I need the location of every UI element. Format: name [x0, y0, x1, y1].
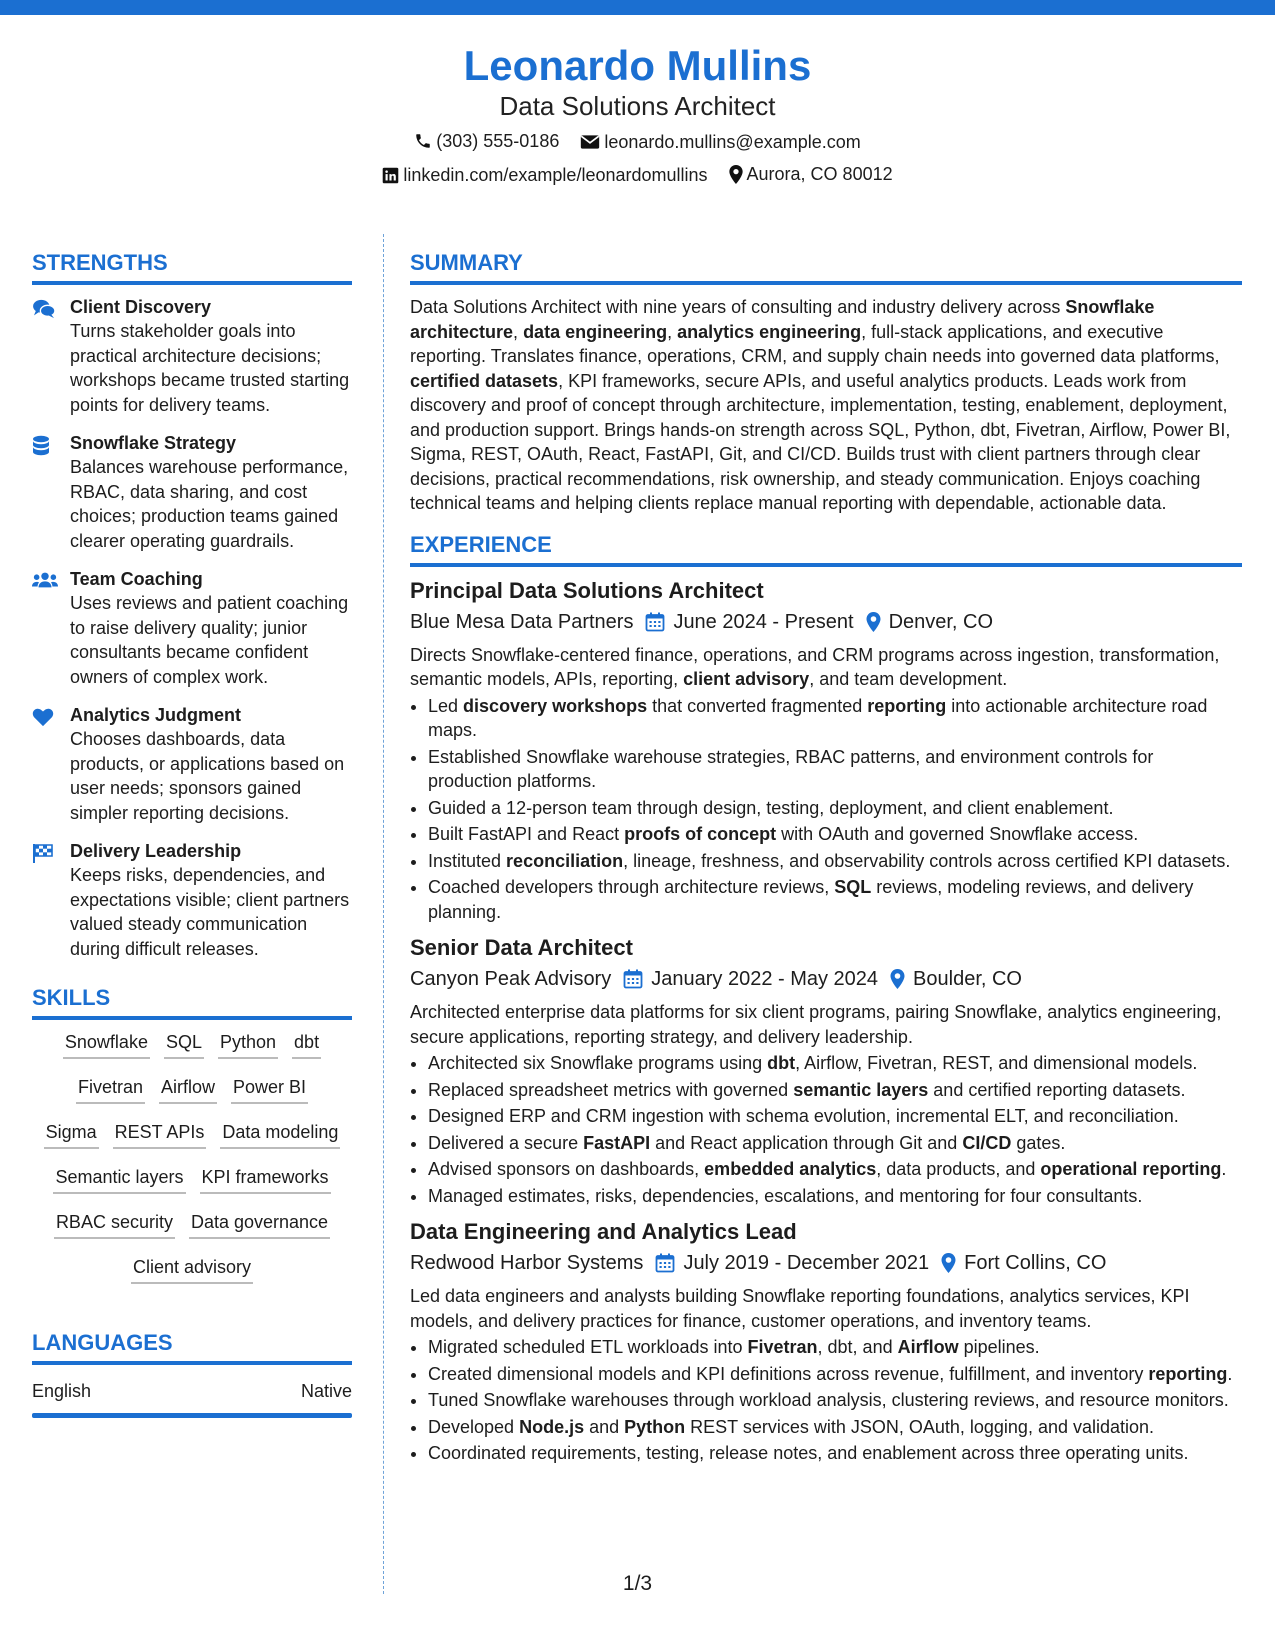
strength-item — [32, 567, 352, 689]
job-dates: July 2019 - December 2021 — [683, 1252, 930, 1274]
contact-line-2 — [0, 159, 1275, 193]
skill-row — [32, 1165, 352, 1194]
column-divider — [383, 234, 384, 1594]
job-bullet: • Instituted reconciliation, lineage, freshness, and observability controls across certified KPI datasets. — [428, 849, 1242, 874]
map-pin-icon — [729, 165, 743, 184]
contact-line-1 — [0, 126, 1275, 159]
skill-tag: Airflow — [159, 1075, 217, 1104]
map-pin-icon — [941, 1253, 956, 1273]
page-number: 1/3 — [622, 1572, 653, 1595]
strength-body — [70, 295, 352, 417]
candidate-title: Data Solutions Architect — [499, 91, 776, 121]
comments-icon — [32, 295, 70, 417]
strength-desc: Turns stakeholder goals into practical architecture decisions; workshops became trusted starting points for delivery teams. — [70, 321, 350, 415]
strength-name: Client Discovery — [70, 297, 212, 317]
skill-tag: SQL — [164, 1030, 204, 1059]
strength-body — [70, 431, 352, 553]
strength-item — [32, 703, 352, 825]
left-column — [32, 248, 352, 1418]
job-bullet: • Guided a 12-person team through design, testing, deployment, and client enablement. — [428, 796, 1242, 821]
skill-tag: Snowflake — [63, 1030, 150, 1059]
job-bullet: • Migrated scheduled ETL workloads into Fivetran, dbt, and Airflow pipelines. — [428, 1335, 1242, 1360]
job-location: Boulder, CO — [913, 968, 1022, 990]
skill-tag: Data modeling — [220, 1120, 340, 1149]
calendar-icon — [655, 1253, 675, 1273]
strength-body — [70, 703, 352, 825]
calendar-icon — [623, 969, 643, 989]
skill-row — [32, 1075, 352, 1104]
job-bullet: • Tuned Snowflake warehouses through workload analysis, clustering reviews, and resource monitors. — [428, 1388, 1242, 1413]
strengths-heading: STRENGTHS — [32, 248, 352, 285]
skills-list — [32, 1030, 352, 1284]
right-column — [410, 248, 1242, 1476]
strength-desc: Balances warehouse performance, RBAC, data sharing, and cost choices; production teams gained clearer operating guardrails. — [70, 457, 349, 551]
job-bullet: • Built FastAPI and React proofs of concept with OAuth and governed Snowflake access. — [428, 822, 1242, 847]
skill-tag: Semantic layers — [53, 1165, 185, 1194]
job-bullet: • Architected six Snowflake programs using dbt, Airflow, Fivetran, REST, and dimensional models. — [428, 1051, 1242, 1076]
language-level: Native — [300, 1381, 352, 1401]
job-title: Principal Data Solutions Architect — [410, 577, 764, 603]
job-bullet: • Managed estimates, risks, dependencies, escalations, and mentoring for four consultants. — [428, 1184, 1242, 1209]
job-bullet: • Replaced spreadsheet metrics with governed semantic layers and certified reporting datasets. — [428, 1078, 1242, 1103]
skill-row — [32, 1030, 352, 1059]
phone-icon — [414, 132, 432, 150]
map-pin-icon — [866, 612, 881, 632]
job-bullets — [410, 1335, 1242, 1466]
email-item[interactable] — [580, 127, 860, 157]
job-bullet: • Advised sponsors on dashboards, embedded analytics, data products, and operational reporting. — [428, 1157, 1242, 1182]
skill-tag: Client advisory — [131, 1255, 253, 1284]
job-bullets — [410, 1051, 1242, 1208]
language-row — [32, 1379, 352, 1403]
linkedin-text[interactable]: linkedin.com/example/leonardomullins — [403, 165, 708, 185]
skill-tag: Sigma — [44, 1120, 99, 1149]
skill-row — [32, 1120, 352, 1149]
job-bullet: • Delivered a secure FastAPI and React application through Git and CI/CD gates. — [428, 1131, 1242, 1156]
job-bullet: • Coached developers through architecture reviews, SQL reviews, modeling reviews, and delivery planning. — [428, 875, 1242, 924]
job-meta — [410, 964, 1242, 994]
top-accent-bar — [0, 0, 1275, 15]
skill-tag: Data governance — [189, 1210, 330, 1239]
skill-tag: REST APIs — [113, 1120, 207, 1149]
experience-heading: EXPERIENCE — [410, 530, 1242, 567]
job-bullet: • Developed Node.js and Python REST services with JSON, OAuth, logging, and validation. — [428, 1415, 1242, 1440]
job-title: Senior Data Architect — [410, 935, 633, 960]
job-dates: June 2024 - Present — [673, 610, 854, 633]
job-description: Architected enterprise data platforms for six client programs, pairing Snowflake, analytics engineering, secure applications, reporting strategy, and delivery leadership. — [410, 1002, 1222, 1047]
strength-name: Analytics Judgment — [70, 705, 242, 725]
phone-item — [414, 126, 559, 156]
languages-list — [32, 1379, 352, 1418]
job-bullets — [410, 694, 1242, 925]
job-location: Fort Collins, CO — [964, 1252, 1107, 1274]
skill-row — [32, 1255, 352, 1284]
heart-icon — [32, 703, 70, 825]
strength-desc: Chooses dashboards, data products, or applications based on user needs; sponsors gained simpler reporting decisions. — [70, 729, 345, 823]
location-text: Aurora, CO 80012 — [746, 164, 893, 184]
summary-text: Data Solutions Architect with nine years of consulting and industry delivery across Snowflake architecture, data engineering, analytics engineering, full-stack applications, and executive reporting. Translates finance, operations, CRM, and supply chain needs into governed data platforms, certified datasets, KPI frameworks, secure APIs, and useful analytics products. Leads work from discovery and proof of concept through architecture, implementation, testing, enablement, deployment, and production support. Brings hands-on strength across SQL, Python, dbt, Fivetran, Airflow, Power BI, Sigma, REST, OAuth, React, FastAPI, Git, and CI/CD. Builds trust with client partners through clear decisions, practical recommendations, risk ownership, and steady communication. Enjoys coaching technical teams and helping clients replace manual reporting with dependable, actionable data. — [410, 297, 1231, 513]
language-name: English — [32, 1381, 92, 1401]
strength-item — [32, 431, 352, 553]
skill-tag: Fivetran — [76, 1075, 145, 1104]
strength-name: Delivery Leadership — [70, 841, 242, 861]
job-description: Directs Snowflake-centered finance, operations, and CRM programs across ingestion, transformation, semantic models, APIs, reporting, client advisory, and team development. — [410, 644, 1220, 689]
strength-item — [32, 839, 352, 961]
email-text[interactable]: leonardo.mullins@example.com — [604, 132, 861, 152]
job-bullet: • Coordinated requirements, testing, release notes, and enablement across three operating units. — [428, 1441, 1242, 1466]
strength-desc: Keeps risks, dependencies, and expectations visible; client partners valued steady communication during difficult releases. — [70, 865, 350, 959]
skill-tag: Python — [218, 1030, 278, 1059]
strength-body — [70, 567, 352, 689]
skill-tag: KPI frameworks — [200, 1165, 331, 1194]
job-bullet: • Designed ERP and CRM ingestion with schema evolution, incremental ELT, and reconciliation. — [428, 1104, 1242, 1129]
job-entry — [410, 577, 1242, 925]
job-company: Blue Mesa Data Partners — [410, 610, 634, 633]
strength-item — [32, 295, 352, 417]
job-dates: January 2022 - May 2024 — [651, 968, 879, 990]
job-company: Canyon Peak Advisory — [410, 968, 612, 990]
skills-heading: SKILLS — [32, 983, 352, 1020]
job-bullet: • Created dimensional models and KPI definitions across revenue, fulfillment, and inventory reporting. — [428, 1362, 1242, 1387]
jobs-list — [410, 577, 1242, 1466]
skill-tag: RBAC security — [54, 1210, 175, 1239]
strengths-list — [32, 295, 352, 961]
users-icon — [32, 567, 70, 689]
job-entry — [410, 934, 1242, 1208]
strength-desc: Uses reviews and patient coaching to raise delivery quality; junior consultants became confident owners of complex work. — [70, 593, 349, 687]
job-bullet: • Established Snowflake warehouse strategies, RBAC patterns, and environment controls for production platforms. — [428, 745, 1242, 794]
strength-body — [70, 839, 352, 961]
envelope-icon — [580, 134, 600, 150]
job-bullet: • Led discovery workshops that converted fragmented reporting into actionable architecture road maps. — [428, 694, 1242, 743]
summary-heading: SUMMARY — [410, 248, 1242, 285]
phone-text: (303) 555-0186 — [436, 131, 560, 151]
strength-name: Team Coaching — [70, 569, 203, 589]
skill-row — [32, 1210, 352, 1239]
language-proficiency-bar — [32, 1413, 352, 1418]
linkedin-icon — [382, 167, 399, 184]
candidate-name: Leonardo Mullins — [463, 42, 812, 89]
resume-header — [0, 40, 1275, 193]
languages-heading: LANGUAGES — [32, 1328, 352, 1365]
strength-name: Snowflake Strategy — [70, 433, 237, 453]
database-icon — [32, 431, 70, 553]
location-item — [729, 159, 893, 189]
map-pin-icon — [890, 969, 905, 989]
linkedin-item[interactable] — [382, 160, 707, 190]
skill-tag: dbt — [292, 1030, 321, 1059]
job-meta — [410, 1248, 1242, 1278]
job-entry — [410, 1218, 1242, 1466]
job-location: Denver, CO — [888, 610, 994, 633]
calendar-icon — [645, 612, 665, 632]
job-description: Led data engineers and analysts building Snowflake reporting foundations, analytics services, KPI models, and delivery practices for finance, customer operations, and inventory teams. — [410, 1286, 1190, 1331]
flag-checkered-icon — [32, 839, 70, 961]
job-company: Redwood Harbor Systems — [410, 1252, 644, 1274]
skill-tag: Power BI — [231, 1075, 308, 1104]
job-meta — [410, 607, 1242, 637]
job-title: Data Engineering and Analytics Lead — [410, 1219, 797, 1244]
